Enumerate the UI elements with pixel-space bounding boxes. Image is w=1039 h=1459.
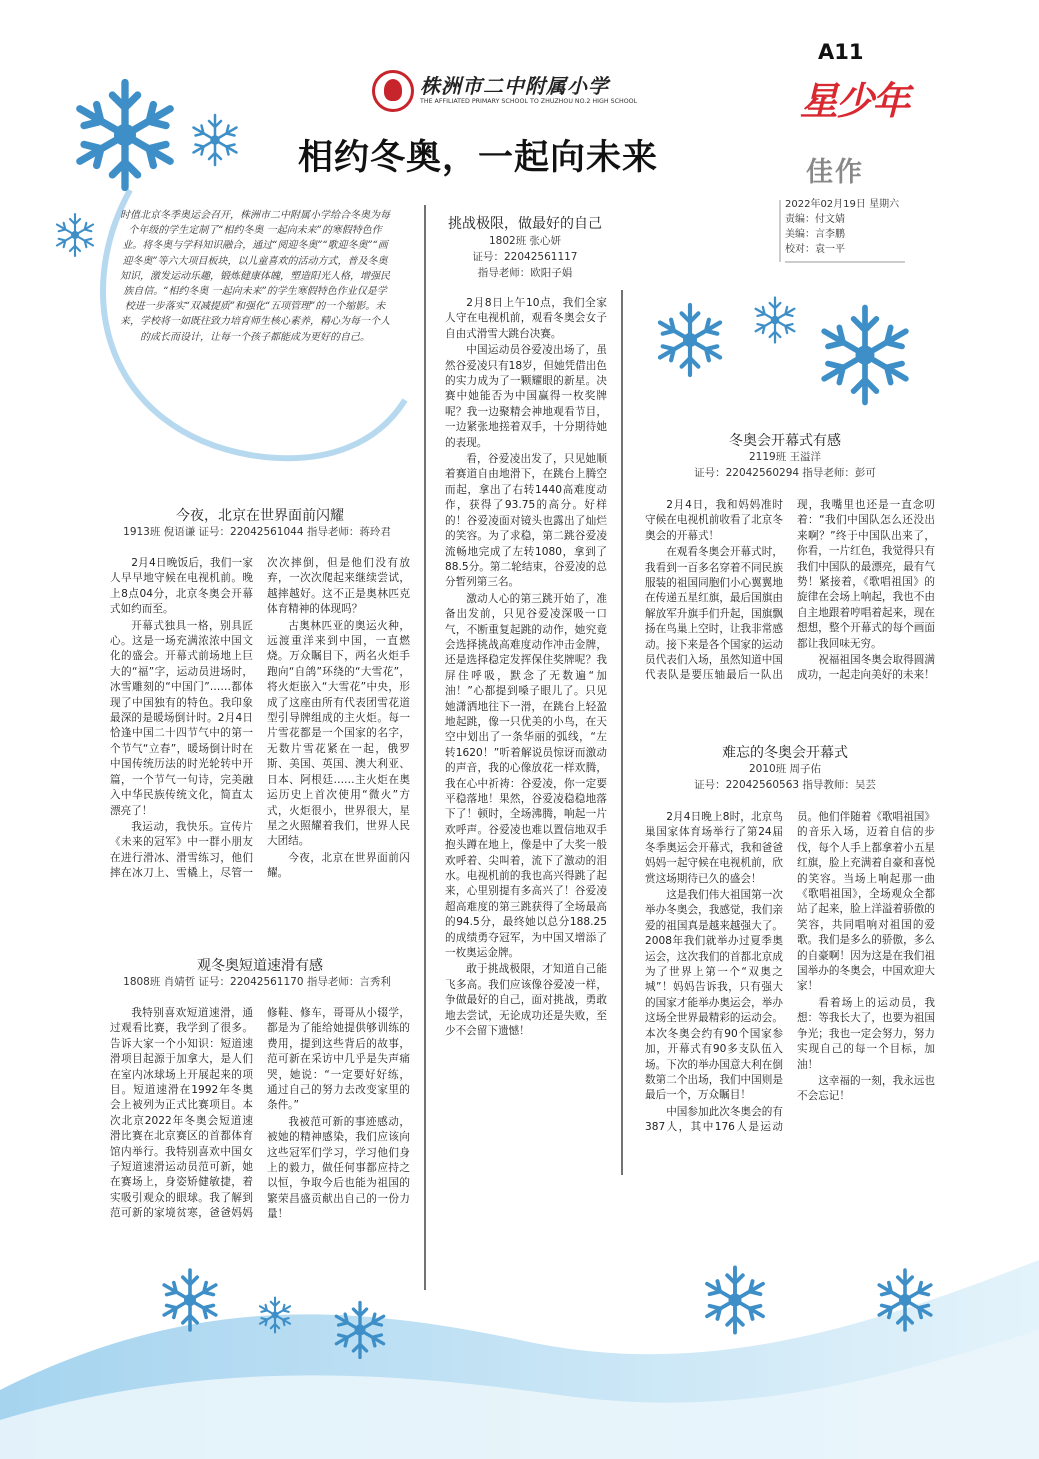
paragraph: 这幸福的一刻，我永远也不会忘记！ xyxy=(797,1074,935,1103)
intro-text: 时值北京冬季奥运会召开，株洲市二中附属小学给合冬奥为每个年级的学生定制了“相约冬奥 一起向未来”的寒假特色作业。将冬奥与学科知识融合，通过“阅迎冬奥”“歌迎冬奥”“画迎冬奥”等六大项目板块，以儿童喜欢的活动方式，普及冬奥知识，激发运动乐趣，锻炼健康体魄，塑造阳光人格，增强民族自信。“相约冬奥 一起向未来”的学生寒假特色作业仅是学校进一步落实“双减提质”和强化“五项管理”的一个缩影。未来，学校将一如既往致力培育师生核心素养，精心为每一个人的成长而设计，让每一个孩子都能成为更好的自己。 xyxy=(120,210,390,343)
teacher: 指导老师：欧阳子娟 xyxy=(477,267,573,279)
article-body xyxy=(110,556,410,886)
paragraph: 中国参加此次冬奥会的有387人，其中176人是运动员。他们伴随着《歌唱祖国》的音乐入场，迈着自信的步伐，每个人手上都拿着小五星红旗，脸上充满着自豪和喜悦的笑容。当场上响起那一曲《歌唱祖国》，全场观众全都站了起来，脸上洋溢着骄傲的笑容，共同唱响对祖国的爱歌。我们是多么的骄傲，多么的自豪啊！因为这是在我们祖国举办的冬奥会，中国欢迎大家！ xyxy=(645,811,935,1134)
paragraph: 2月4日晚上8时，北京鸟巢国家体育场举行了第24届冬季奥运会开幕式，我和爸爸妈妈一起守候在电视机前，欣赏这场期待已久的盛会！ xyxy=(645,811,783,885)
article-title: 冬奥会开幕式有感 xyxy=(729,433,841,449)
snowflake-icon xyxy=(756,298,795,343)
article-body xyxy=(645,810,935,1165)
certificate-number: 证号：22042560294 指导老师：彭可 xyxy=(694,467,876,479)
paragraph: 祝福祖国冬奥会取得圆满成功，一起走向美好的未来！ xyxy=(797,654,935,682)
article-byline xyxy=(430,233,620,281)
school-name: 株洲市二中附属小学 xyxy=(420,74,609,98)
article-title: 观冬奥短道速滑有感 xyxy=(197,958,323,974)
author: 2010班 周子佑 xyxy=(748,763,822,775)
paragraph: 开幕式独具一格，别具匠心。这是一场充满浓浓中国文化的盛会。开幕式前场地上巨大的“福”字，运动员进场时，冰雪雕刻的“中国门”……都体现了中国独有的特色。我印象最深的是暖场倒计时。2月4日恰逢中国二十四节气中的第一个节气“立春”，暖场倒计时在中国传统历法的时光轮转中开篇，一个节气一句诗，完美融入中华民族传统文化，简直太漂亮了！ xyxy=(110,619,253,817)
page-number: A11 xyxy=(818,40,864,64)
brand-subtitle: 佳作 xyxy=(806,157,864,188)
snowflake-icon xyxy=(194,115,237,165)
snowflake-icon xyxy=(707,1268,763,1333)
paragraph: 看，谷爱凌出发了，只见她顺着赛道自由地滑下，在跳台上腾空而起，拿出了右转1440高难度动作，获得了93.75的高分。好样的！谷爱凌面对镜头也露出了灿烂的笑容。为了求稳，第二跳谷爱凌流畅地完成了左转1080，拿到了88.5分。第二轮结束，谷爱凌的总分暂列第三名。 xyxy=(445,453,607,589)
editor-credit: 责编：付文婧 xyxy=(785,214,845,225)
author: 1802班 张心妍 xyxy=(488,235,562,247)
school-logo-icon xyxy=(372,70,414,112)
snowflake-icon xyxy=(80,83,170,188)
paragraph: 看着场上的运动员，我想：等我长大了，也要为祖国争光；我也一定会努力，努力实现自己的每一个目标，加油！ xyxy=(797,996,935,1071)
paragraph: 这是我们伟大祖国第一次举办冬奥会，我感觉，我们亲爱的祖国真是越来越强大了。2008年我们就举办过夏季奥运会，这次我们的首都北京成为了世界上第一个“双奥之城”！妈妈告诉我，只有强大的国家才能举办奥运会，举办这场全世界最精彩的运动会。本次冬奥会约有90个国家参加，开幕式有90多支队伍入场。下次的举办国意大利在倒数第二个出场，我们中国则是最后一个，万众瞩目！ xyxy=(645,889,783,1102)
school-name-en: THE AFFILIATED PRIMARY SCHOOL TO ZHUZHOU NO.2 HIGH SCHOOL xyxy=(420,98,638,105)
paragraph: 2月4日晚饭后，我们一家人早早地守候在电视机前。晚上8点04分，北京冬奥会开幕式如约而至。 xyxy=(110,557,253,616)
paragraph: 中国运动员谷爱凌出场了，虽然谷爱凌只有18岁，但她凭借出色的实力成为了一颗耀眼的新星。决赛中她能否为中国赢得一枚奖牌呢？我一边聚精会神地观看节目，一边紧张地搓着双手，十分期待她的表现。 xyxy=(445,344,607,449)
article-title: 今夜，北京在世界面前闪耀 xyxy=(176,508,344,524)
proof-credit: 校对：袁一平 xyxy=(785,244,845,255)
article-body xyxy=(110,1006,410,1246)
paragraph: 2月8日上午10点，我们全家人守在电视机前，观看冬奥会女子自由式滑雪大跳台决赛。 xyxy=(445,297,607,340)
paragraph: 我特别喜欢短道速滑，通过观看比赛，我学到了很多。告诉大家一个小知识：短道速滑项目起源于加拿大，是人们在室内冰球场上开展起来的项目。短道速滑在1992年冬奥会上被列为正式比赛项目。本次北京2022年冬奥会短道速滑比赛在北京赛区的首都体育馆内举行。我特别喜欢中国女子短道速滑运动员范可新，她在赛场上，身姿矫健敏捷，着实吸引观众的眼球。我了解到范可新的家境贫寒，爸爸妈妈修鞋、修车，哥哥从小辍学，都是为了能给她提供够训练的费用，提到这些背后的故事，范可新在采访中几乎是失声痛哭，她说：“一定要好好练，通过自己的努力去改变家里的条件。” xyxy=(110,1007,410,1220)
designer-credit: 美编：言李鹏 xyxy=(785,229,845,240)
article-body xyxy=(445,296,607,1041)
article-byline: 1913班 倪语谦 证号：22042561044 指导老师：蒋玲君 xyxy=(123,526,391,538)
paragraph: 我被范可新的事迹感动，被她的精神感染，我们应该向这些冠军们学习，学习他们身上的毅力，做任何事都应持之以恒，争取今后也能为祖国的繁荣昌盛贡献出自己的一份力量！ xyxy=(267,1115,410,1221)
page-meta xyxy=(785,197,899,257)
article-byline xyxy=(630,761,940,793)
page-headline: 相约冬奥，一起向未来 xyxy=(297,138,658,178)
paragraph: 激动人心的第三跳开始了，准备出发前，只见谷爱凌深吸一口气，不断重复起跳的动作，她究竟会选择挑战高难度动作冲击金牌，还是选择稳定发挥保住奖牌呢？我屏住呼吸，默念了无数遍“加油！”心都提到嗓子眼儿了。只见她潇洒地往下一滑，在跳台上轻盈地起跳，像一只优美的小鸟，在天空中划出了一条华丽的弧线，“左转1620！”听着解说员惊讶而激动的声音，我的心像放花一样欢腾，我在心中祈祷：谷爱凌，你一定要平稳落地！果然，谷爱凌稳稳地落下了！顿时，全场沸腾，响起一片欢呼声。谷爱凌也难以置信地双手抱头蹲在地上，像是中了大奖一般欢呼着、尖叫着，流下了激动的泪水。电视机前的我也高兴得跳了起来，心里别提有多高兴了！谷爱凌超高难度的第三跳获得了全场最高的94.5分，最终她以总分188.25的成绩勇夺冠军，为中国又增添了一枚奥运金牌。 xyxy=(445,592,607,960)
certificate-number: 证号：22042561117 xyxy=(472,251,578,263)
issue-date: 2022年02月19日 星期六 xyxy=(785,199,900,210)
paragraph: 敢于挑战极限，才知道自己能飞多高。我们应该像谷爱凌一样，争做最好的自己，面对挑战，勇敢地去尝试，无论成功还是失败，至少不会留下遗憾！ xyxy=(445,963,607,1038)
article-title: 难忘的冬奥会开幕式 xyxy=(722,745,848,761)
paragraph: 2月4日，我和妈妈准时守候在电视机前收看了北京冬奥会的开幕式！ xyxy=(645,499,783,542)
paragraph: 在观看冬奥会开幕式时，我看到一百多名穿着不同民族服装的祖国同胞们小心翼翼地在传递五星红旗，最后国旗由解放军升旗手们升起，国旗飘扬在鸟巢上空时，让我非常感动。接下来是各个国家的运动员代表们入场，虽然知道中国代表队是要压轴最后一队出现，我嘴里也还是一直念叨着：“我们中国队怎么还没出来啊？”终于中国队出来了，你看，一片红色，我觉得只有我们中国队的最漂亮，最有气势！紧接着，《歌唱祖国》的旋律在会场上响起，我也不由自主地跟着哼唱着起来，现在想想，整个开幕式的每个画面都让我回味无穷。 xyxy=(645,499,935,682)
paragraph: 古奥林匹亚的奥运火种，远渡重洋来到中国，一直燃烧。万众瞩目下，两名火炬手跑向“自鸽”环绕的“大雪花”，将火炬嵌入“大雪花”中央，形成了这座由所有代表团雪花道型引导牌组成的主火炬。每一片雪花都是一个国家的名字，无数片雪花紧在一起，俄罗斯、美国、英国、澳大利亚、日本、阿根廷……主火炬在奥运历史上首次使用“微火”方式，火炬很小，世界很大，星星之火照耀着我们，世界人民大团结。 xyxy=(267,619,410,848)
article-title: 挑战极限，做最好的自己 xyxy=(448,216,602,232)
article-byline xyxy=(630,449,940,481)
paragraph: 我运动，我快乐。宣传片《未来的冠军》中一群小朋友在进行滑冰、滑雪练习，他们摔在冰刀上、雪橇上，尽管一次次摔倒，但是他们没有放弃，一次次爬起来继续尝试，越摔越好。这不正是奥林匹克体育精神的体现吗？ xyxy=(110,557,410,880)
snowflake-icon xyxy=(57,214,93,256)
snowflake-icon xyxy=(824,308,906,403)
snowflake-icon xyxy=(164,1270,216,1330)
certificate-number: 证号：22042560563 指导教师：吴芸 xyxy=(694,779,876,791)
article-byline: 1808班 肖婧哲 证号：22042561170 指导老师：言秀利 xyxy=(123,976,391,988)
brand-title: 星少年 xyxy=(800,79,909,123)
paragraph: 今夜，北京在世界面前闪耀。 xyxy=(267,851,410,880)
article-body xyxy=(645,498,935,728)
author: 2119班 王溢洋 xyxy=(748,451,822,463)
snowflake-icon xyxy=(660,305,720,375)
